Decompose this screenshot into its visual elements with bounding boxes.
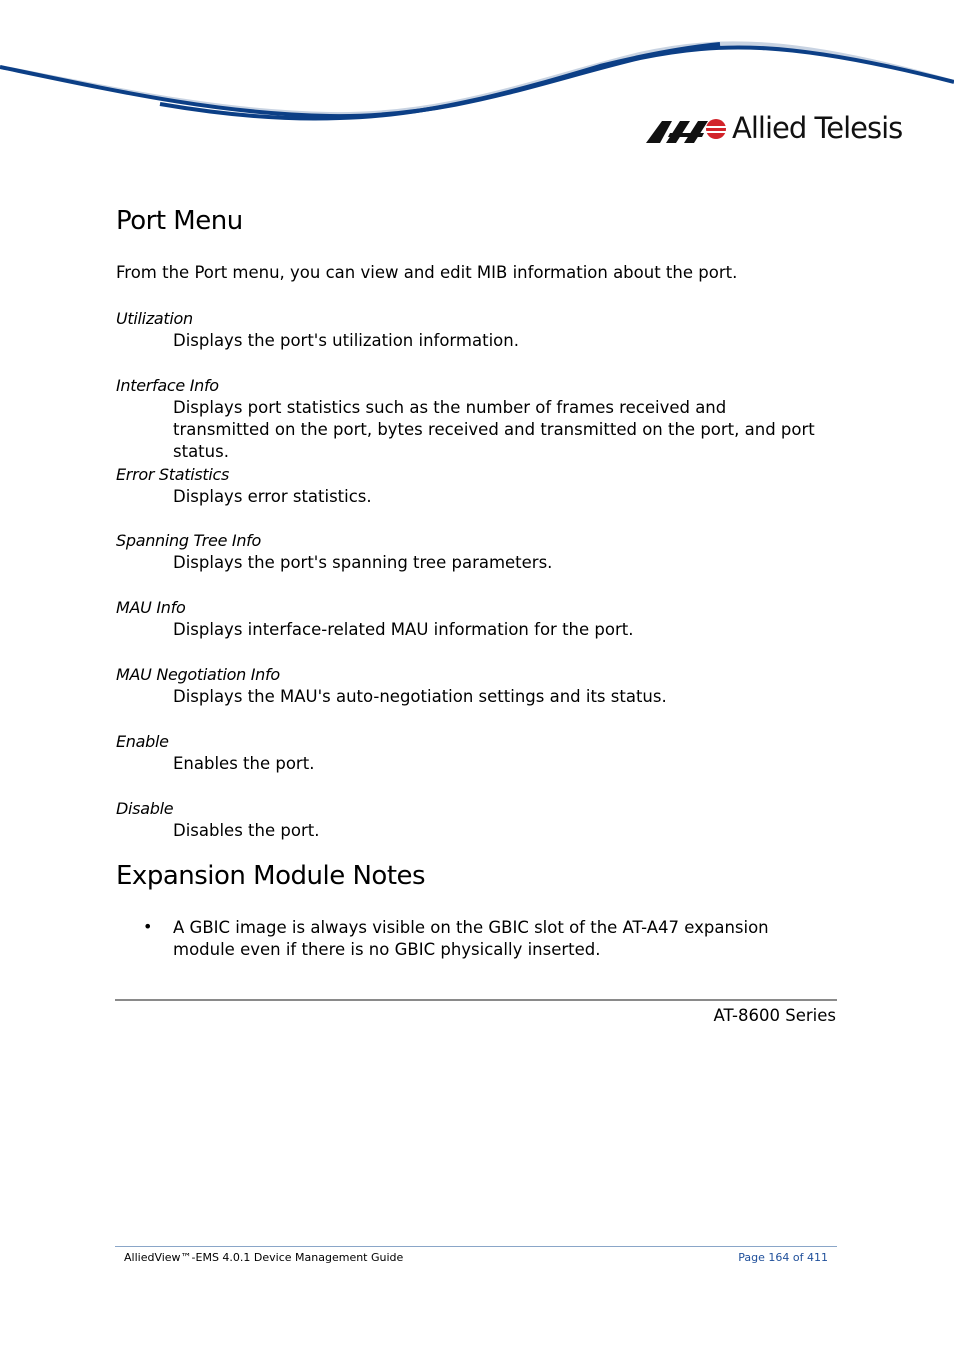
term-disable: Disable (116, 799, 174, 818)
desc-mau-info: Displays interface-related MAU information for the port. (173, 620, 634, 639)
series-label: AT-8600 Series (713, 1006, 836, 1025)
bullet-marker: • (143, 917, 153, 936)
term-utilization: Utilization (116, 309, 193, 328)
desc-mau-negotiation-info: Displays the MAU's auto-negotiation settings and its status. (173, 687, 667, 706)
footer-divider (115, 1246, 837, 1247)
port-menu-intro: From the Port menu, you can view and edit MIB information about the port. (116, 263, 738, 282)
desc-error-statistics: Displays error statistics. (173, 487, 372, 506)
term-error-statistics: Error Statistics (116, 465, 230, 484)
footer-guide-title: AlliedView™-EMS 4.0.1 Device Management Guide (124, 1251, 404, 1264)
section-heading-port-menu: Port Menu (116, 206, 243, 236)
desc-utilization: Displays the port's utilization information. (173, 331, 519, 350)
allied-telesis-logo (646, 108, 902, 148)
term-enable: Enable (116, 732, 169, 751)
desc-disable: Disables the port. (173, 821, 320, 840)
term-interface-info: Interface Info (116, 376, 219, 395)
section-heading-expansion-module-notes: Expansion Module Notes (116, 861, 426, 891)
logo-wordmark: Allied Telesis (732, 111, 903, 145)
term-mau-negotiation-info: MAU Negotiation Info (116, 665, 280, 684)
desc-spanning-tree-info: Displays the port's spanning tree parameters. (173, 553, 553, 572)
section-divider (115, 999, 837, 1001)
allied-telesis-logo-icon (646, 111, 728, 145)
desc-interface-info: Displays port statistics such as the number of frames received and transmitted on the port, bytes received and transmitted on the port, and port status. (173, 398, 815, 461)
term-spanning-tree-info: Spanning Tree Info (116, 531, 261, 550)
term-mau-info: MAU Info (116, 598, 186, 617)
footer-page-number: Page 164 of 411 (738, 1251, 828, 1264)
bullet-text: A GBIC image is always visible on the GBIC slot of the AT-A47 expansion module even if there is no GBIC physically inserted. (173, 918, 769, 959)
desc-enable: Enables the port. (173, 754, 315, 773)
